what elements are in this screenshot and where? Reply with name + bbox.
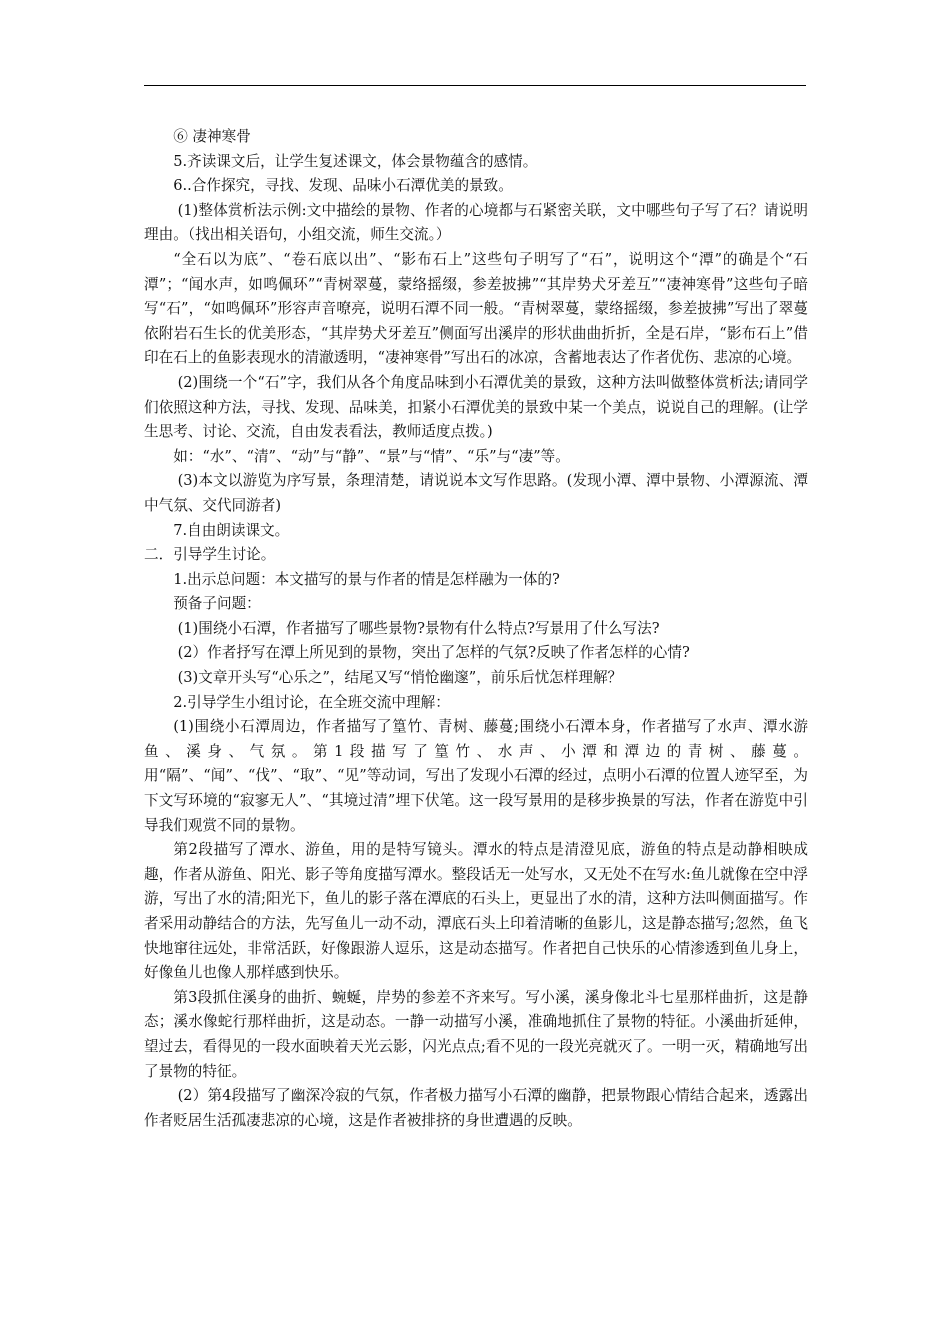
paragraph-answer-1: (1)围绕小石潭周边，作者描写了篁竹、青树、藤蔓;围绕小石潭本身，作者描写了水声、潭水游鱼、溪身、气氛。第1段描写了篁竹、水声、小潭和潭边的青树、藤蔓。用“隔”、“闻”、“伐”、“取”、“见”等动词，写出了发现小石潭的经过，点明小石潭的位置人迹罕至，为下文写环境的“寂寥无人”、“其境过清”埋下伏笔。这一段写景用的是移步换景的写法，作者在游览中引导我们观赏不同的景物。	[144, 718, 808, 834]
paragraph-section-3: 第3段抓住溪身的曲折、蜿蜒，岸势的参差不齐来写。写小溪，溪身像北斗七星那样曲折，这是静态；溪水像蛇行那样曲折，这是动态。一静一动描写小溪，准确地抓住了景物的特征。小溪曲折延伸，望过去，看得见的一段水面映着天光云影，闪光点点;看不见的一段光亮就灭了。一明一灭，精确地写出了景物的特征。	[144, 988, 808, 1080]
paragraph-stone-sentences: “全石以为底”、“卷石底以出”、“影布石上”这些句子明写了“石”，说明这个“潭”的确是个“石潭”；“闻水声，如鸣佩环”“青树翠蔓，蒙络摇缀，参差披拂”“其岸势犬牙差互”“凄神寒骨”这些句子暗写“石”，“如鸣佩环”形容声音嘹亮，说明石潭不同一般。“青树翠蔓，蒙络摇缀，参差披拂”写出了翠蔓依附岩石生长的优美形态，“其岸势犬牙差互”侧面写出溪岸的形状曲曲折折，全是石岸，“影布石上”借印在石上的鱼影表现水的清澈透明，“凄神寒骨”写出石的冰凉，含蓄地表达了作者优伤、悲凉的心境。	[144, 250, 808, 367]
discussion-step: 2.引导学生小组讨论，在全班交流中理解：	[173, 693, 450, 711]
paragraph-writing-structure: (3)本文以游览为序写景，条理清楚，请说说本文写作思路。(发现小潭、潭中景物、小潭源流、潭中气氛、交代同游者)	[144, 472, 808, 514]
paragraph-section-2: 第2段描写了潭水、游鱼，用的是特写镜头。潭水的特点是清澄见底，游鱼的特点是动静相映成趣，作者从游鱼、阳光、影子等角度描写潭水。整段话无一处写水，又无处不在写水:鱼儿就像在空中浮游，写出了水的清;阳光下，鱼儿的影子落在潭底的石头上，更显出了水的清，这种方法叫侧面描写。作者采用动静结合的方法，先写鱼儿一动不动，潭底石头上印着清晰的鱼影儿，这是静态描写;忽然，鱼飞快地窜往远处，非常活跃，好像跟游人逗乐，这是动态描写。作者把自己快乐的心情渗透到鱼儿身上，好像鱼儿也像人那样感到快乐。	[144, 841, 808, 982]
header-rule	[144, 85, 806, 86]
document-body	[144, 125, 808, 1133]
step-6: 6..合作探究，寻找、发现、品味小石潭优美的景致。	[173, 177, 513, 195]
section-heading-2: 二．引导学生讨论。	[144, 546, 276, 564]
sub-question-2: (2）作者抒写在潭上所见到的景物，突出了怎样的气氛?反映了作者怎样的心情?	[177, 644, 690, 662]
sub-question-3: (3)文章开头写“心乐之”，结尾又写“悄怆幽邃”，前乐后忧怎样理解？	[177, 669, 623, 687]
main-question: 1.出示总问题：本文描写的景与作者的情是怎样融为一体的?	[173, 570, 560, 588]
list-item-6: ⑥ 凄神寒骨	[173, 128, 251, 145]
sub-question-1: (1)围绕小石潭，作者描写了哪些景物?景物有什么特点?写景用了什么写法?	[177, 619, 660, 637]
paragraph-whole-analysis: (1)整体赏析法示例:文中描绘的景物、作者的心境都与石紧密关联，文中哪些句子写了石？请说明理由。（找出相关语句，小组交流，师生交流。）	[144, 201, 808, 244]
step-7: 7.自由朗读课文。	[173, 521, 290, 539]
paragraph-answer-2: (2）第4段描写了幽深冷寂的气氛，作者极力描写小石潭的幽静，把景物跟心情结合起来，透露出作者贬居生活孤凄悲凉的心境，这是作者被排挤的身世遭遇的反映。	[144, 1087, 808, 1129]
sub-questions-label: 预备子问题：	[173, 595, 261, 613]
step-5: 5.齐读课文后，让学生复述课文，体会景物蕴含的感情。	[173, 152, 538, 170]
paragraph-method-practice: (2)围绕一个“石”字，我们从各个角度品味到小石潭优美的景致，这种方法叫做整体赏析法;请同学们依照这种方法，寻找、发现、品味美，扣紧小石潭优美的景致中某一个美点，说说自己的理解。(让学生思考、讨论、交流，自由发表看法，教师适度点拨。)	[144, 373, 808, 441]
paragraph-examples: 如：“水”、“清”、“动”与“静”、“景”与“情”、“乐”与“凄”等。	[173, 447, 570, 465]
